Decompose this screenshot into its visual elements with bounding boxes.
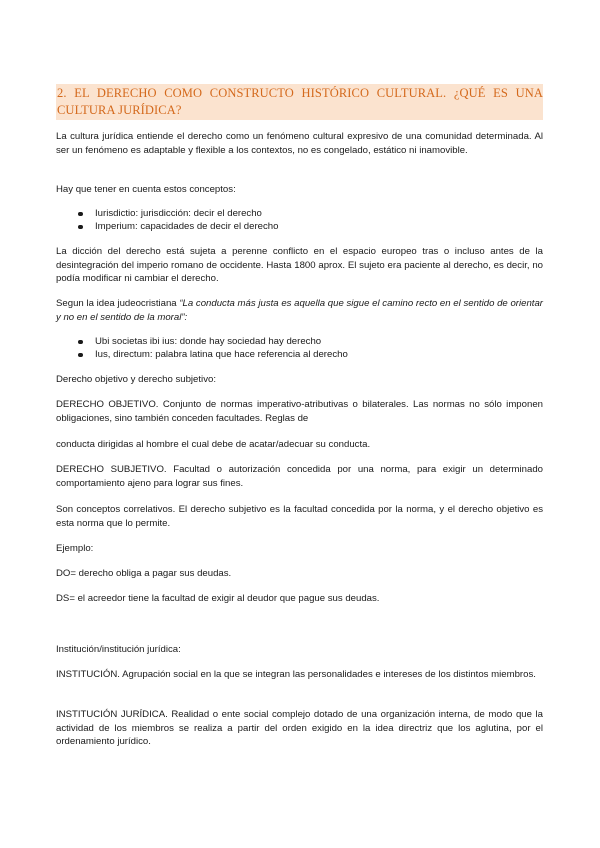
paragraph-cultura-juridica: La cultura jurídica entiende el derecho como un fenómeno cultural expresivo de una comunidad determinada. Al ser un fenómeno es adaptable y flexible a los contextos, no es congelado, estático ni inamovible. [56, 131, 543, 156]
paragraph-conceptos-intro: Hay que tener en cuenta estos conceptos: [56, 184, 236, 195]
quote-text: “La conducta más justa es aquella que sigue el camino recto en el sentido de orientar y no en el sentido de la moral”: [56, 298, 543, 323]
paragraph-ds: DS= el acreedor tiene la facultad de exigir al deudor que pague sus deudas. [56, 593, 380, 604]
paragraph-objetivo-subjetivo-title: Derecho objetivo y derecho subjetivo: [56, 374, 216, 385]
paragraph-derecho-objetivo: DERECHO OBJETIVO. Conjunto de normas imperativo-atributivas o bilaterales. Las normas no sólo imponen obligaciones, sino también conceden facultades. Reglas de [56, 399, 543, 424]
paragraph-derecho-objetivo-cont: conducta dirigidas al hombre el cual debe de acatar/adecuar su conducta. [56, 439, 371, 450]
paragraph-idea-judeocristiana [56, 297, 543, 324]
paragraph-institucion: INSTITUCIÓN. Agrupación social en la que se integran las personalidades e intereses de los distintos miembros. [56, 669, 536, 680]
section-heading: 2. EL DERECHO COMO CONSTRUCTO HISTÓRICO CULTURAL. ¿QUÉ ES UNA CULTURA JURÍDICA? [56, 84, 543, 120]
bullet-icon [78, 212, 83, 217]
bullet-icon [78, 225, 83, 230]
paragraph-do: DO= derecho obliga a pagar sus deudas. [56, 568, 232, 579]
document-page: 2. EL DERECHO COMO CONSTRUCTO HISTÓRICO CULTURAL. ¿QUÉ ES UNA CULTURA JURÍDICA? La cultura jurídica entiende el derecho como un fenómeno cultural expresivo de una comunidad determinada. Al ser un fenómeno es adaptable y flexible a los contextos, no es congelado, estático ni inamovible. Hay que tener en cuenta estos conceptos: Iurisdictio: jurisdicción: decir el derecho Imperium: capacidades de decir el derecho La dicción del derecho está sujeta a perenne conflicto en el espacio europeo tras o incluso antes de la desintegración del imperio romano de occidente. Hasta 1800 aprox. El sujeto era paciente al derecho, es decir, no podía modificar ni cambiar el derecho. Segun la idea judeocristiana “La conducta más justa es aquella que sigue el camino recto en el sentido de orientar y no en el sentido de la moral”: Ubi societas ibi ius: donde hay sociedad hay derecho Ius, directum: palabra latina que hace referencia al derecho Derecho objetivo y derecho subjetivo: DERECHO OBJETIVO. Conjunto de normas imperativo-atributivas o bilaterales. Las normas no sólo imponen obligaciones, sino también conceden facultades. Reglas de conducta dirigidas al hombre el cual debe de acatar/adecuar su conducta. DERECHO SUBJETIVO. Facultad o autorización concedida por una norma, para exigir un determinado comportamiento ajeno para lograr sus fines. Son conceptos correlativos. El derecho subjetivo es la facultad concedida por la norma, y el derecho objetivo es esta norma que lo permite. Ejemplo: DO= derecho obliga a pagar sus deudas. DS= el acreedor tiene la facultad de exigir al deudor que pague sus deudas. Institución/institución jurídica: INSTITUCIÓN. Agrupación social en la que se integran las personalidades e intereses de los distintos miembros. INSTITUCIÓN JURÍDICA. Realidad o ente social complejo dotado de una organización interna, de modo que la actividad de los miembros se realiza a partir del orden exigido en la idea directriz que los aglutina, por el ordenamiento jurídico. [56, 86, 543, 747]
paragraph-correlativos: Son conceptos correlativos. El derecho subjetivo es la facultad concedida por la norma, y el derecho objetivo es esta norma que lo permite. [56, 504, 543, 529]
paragraph-ejemplo: Ejemplo: [56, 543, 94, 554]
bullet-icon [78, 340, 83, 345]
bullet-icon [78, 353, 83, 358]
paragraph-institucion-title: Institución/institución jurídica: [56, 644, 181, 655]
paragraph-derecho-subjetivo: DERECHO SUBJETIVO. Facultad o autorización concedida por una norma, para exigir un determinado comportamiento ajeno para lograr sus fines. [56, 464, 543, 489]
paragraph-institucion-juridica: INSTITUCIÓN JURÍDICA. Realidad o ente social complejo dotado de una organización interna, de modo que la actividad de los miembros se realiza a partir del orden exigido en la idea directriz que los aglutina, por el ordenamiento jurídico. [56, 709, 543, 747]
paragraph-lead: Segun la idea judeocristiana [56, 298, 180, 309]
paragraph-diccion-derecho: La dicción del derecho está sujeta a perenne conflicto en el espacio europeo tras o incluso antes de la desintegración del imperio romano de occidente. Hasta 1800 aprox. El sujeto era paciente al derecho, es decir, no podía modificar ni cambiar el derecho. [56, 246, 543, 284]
